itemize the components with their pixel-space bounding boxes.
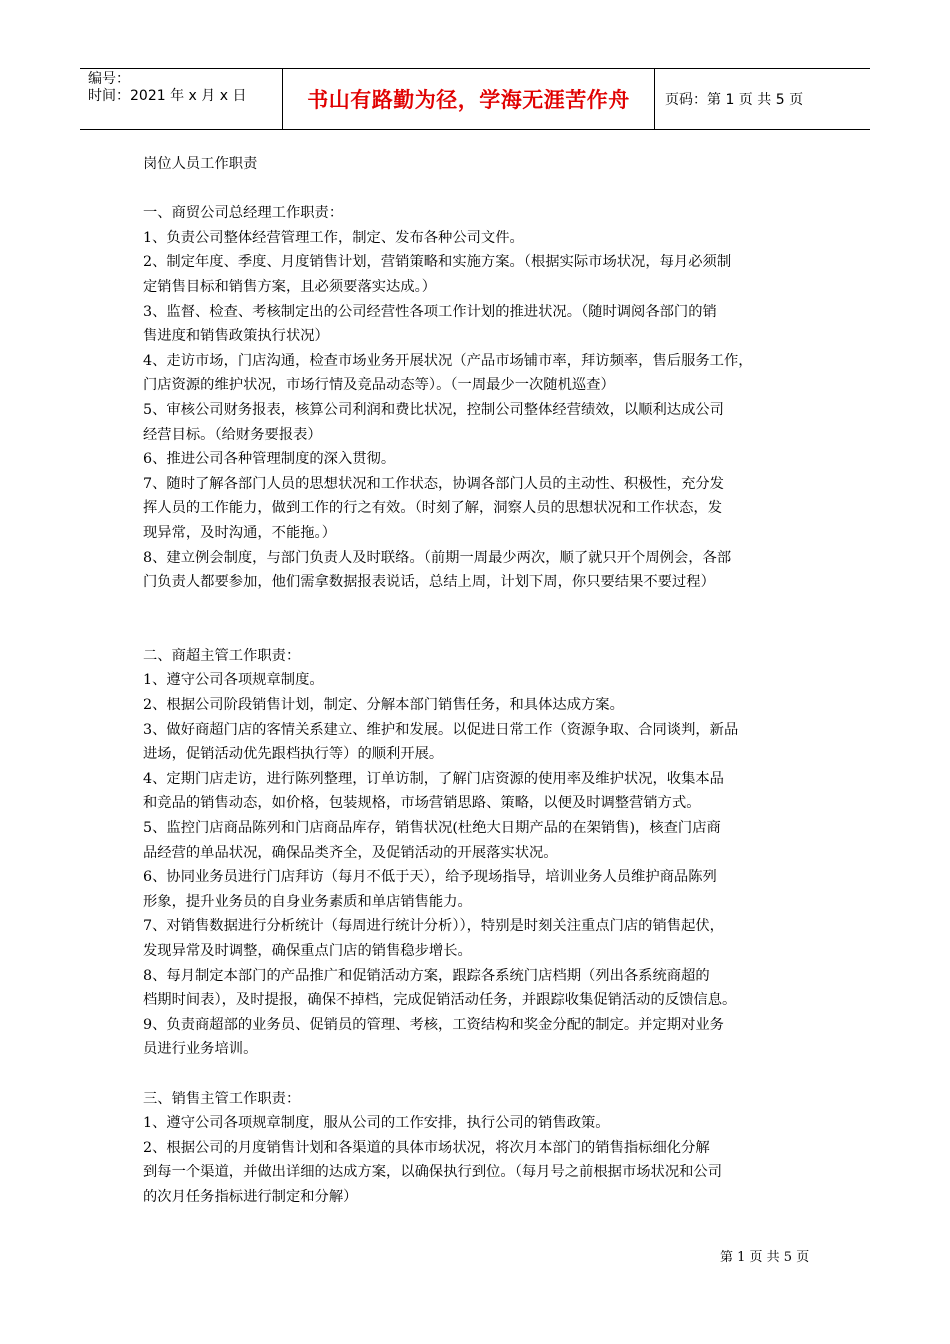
body-line: 7、随时了解各部门人员的思想状况和工作状态，协调各部门人员的主动性、积极性，充分发 (143, 475, 724, 492)
body-line (143, 595, 810, 620)
body-line: 员进行业务培训。 (143, 1041, 258, 1058)
body-line: 售进度和销售政策执行状况） (143, 328, 329, 345)
header-motto: 书山有路勤为径，学海无涯苦作舟 (282, 69, 655, 129)
document-date-label: 时间：2021 年 x 月 x 日 (88, 88, 247, 104)
body-line: 定销售目标和销售方案，且必须要落实达成。） (143, 278, 437, 295)
body-line: 2、根据公司的月度销售计划和各渠道的具体市场状况，将次月本部门的销售指标细化分解 (143, 1139, 710, 1156)
body-line: 三、销售主管工作职责： (143, 1090, 301, 1107)
body-line: 6、协同业务员进行门店拜访（每月不低于天），给予现场指导，培训业务人员维护商品陈列 (143, 869, 717, 886)
header-page-number: 页码：第 1 页 共 5 页 (665, 92, 804, 108)
body-line: 门店资源的维护状况，市场行情及竞品动态等）。（一周最少一次随机巡查） (143, 377, 615, 394)
body-line: 现异常，及时沟通，不能拖。） (143, 524, 337, 541)
body-line: 3、监督、检查、考核制定出的公司经营性各项工作计划的推进状况。（随时调阅各部门的销 (143, 303, 717, 320)
body-line: 进场，促销活动优先跟档执行等）的顺利开展。 (143, 746, 444, 763)
body-line: 8、每月制定本部门的产品推广和促销活动方案，跟踪各系统门店档期（列出各系统商超的 (143, 967, 710, 984)
header-left-cell (80, 69, 282, 129)
body-line: 和竞品的销售动态，如价格，包装规格，市场营销思路、策略，以便及时调整营销方式。 (143, 795, 701, 812)
body-line: 门负责人都要参加，他们需拿数据报表说话，总结上周，计划下周，你只要结果不要过程） (143, 574, 715, 591)
body-line: 形象，提升业务员的自身业务素质和单店销售能力。 (143, 893, 472, 910)
body-line (143, 177, 810, 202)
body-line: 2、制定年度、季度、月度销售计划，营销策略和实施方案。（根据实际市场状况，每月必须制 (143, 254, 732, 271)
document-title: 岗位人员工作职责 (143, 156, 258, 172)
document-number-label: 编号： (88, 71, 130, 87)
body-line: 的次月任务指标进行制定和分解） (143, 1188, 358, 1205)
document-body (143, 152, 810, 1210)
body-line: 档期时间表），及时提报，确保不掉档，完成促销活动任务，并跟踪收集促销活动的反馈信息。 (143, 992, 737, 1009)
body-line: 一、商贸公司总经理工作职责： (143, 205, 344, 222)
body-line: 3、做好商超门店的客情关系建立、维护和发展。以促进日常工作（资源争取、合同谈判，新品 (143, 721, 739, 738)
body-line: 1、遵守公司各项规章制度。 (143, 672, 324, 689)
body-line: 发现异常及时调整，确保重点门店的销售稳步增长。 (143, 943, 472, 959)
page-footer: 第 1 页 共 5 页 (720, 1250, 810, 1265)
body-line: 经营目标。（给财务要报表） (143, 426, 322, 443)
body-line (143, 619, 810, 644)
body-line: 1、遵守公司各项规章制度，服从公司的工作安排，执行公司的销售政策。 (143, 1115, 610, 1132)
body-line: 9、负责商超部的业务员、促销员的管理、考核，工资结构和奖金分配的制定。并定期对业务 (143, 1016, 724, 1033)
body-line: 1、负责公司整体经营管理工作，制定、发布各种公司文件。 (143, 229, 524, 246)
body-line: 7、对销售数据进行分析统计（每周进行统计分析）），特别是时刻关注重点门店的销售起伏， (143, 918, 724, 935)
body-line: 5、审核公司财务报表，核算公司利润和费比状况，控制公司整体经营绩效，以顺利达成公司 (143, 401, 724, 418)
body-line: 8、建立例会制度，与部门负责人及时联络。（前期一周最少两次，顺了就只开个周例会，各部 (143, 549, 732, 566)
body-line: 挥人员的工作能力，做到工作的行之有效。（时刻了解，洞察人员的思想状况和工作状态，发 (143, 500, 723, 517)
body-line: 二、商超主管工作职责： (143, 647, 301, 664)
body-line: 到每一个渠道，并做出详细的达成方案，以确保执行到位。（每月号之前根据市场状况和公司 (143, 1164, 723, 1181)
body-line: 5、监控门店商品陈列和门店商品库存，销售状况(杜绝大日期产品的在架销售)，核查门店商 (143, 820, 721, 837)
body-line: 6、推进公司各种管理制度的深入贯彻。 (143, 451, 396, 468)
body-line: 2、根据公司阶段销售计划，制定、分解本部门销售任务，和具体达成方案。 (143, 697, 624, 714)
body-line (143, 1062, 810, 1087)
body-line: 品经营的单品状况，确保品类齐全，及促销活动的开展落实状况。 (143, 844, 558, 861)
body-line: 4、定期门店走访，进行陈列整理，订单访制，了解门店资源的使用率及维护状况，收集本品 (143, 770, 724, 787)
body-line: 4、走访市场，门店沟通，检查市场业务开展状况（产品市场铺市率，拜访频率，售后服务工作， (143, 352, 753, 369)
page-header (80, 68, 870, 130)
body-lines (143, 177, 810, 1210)
